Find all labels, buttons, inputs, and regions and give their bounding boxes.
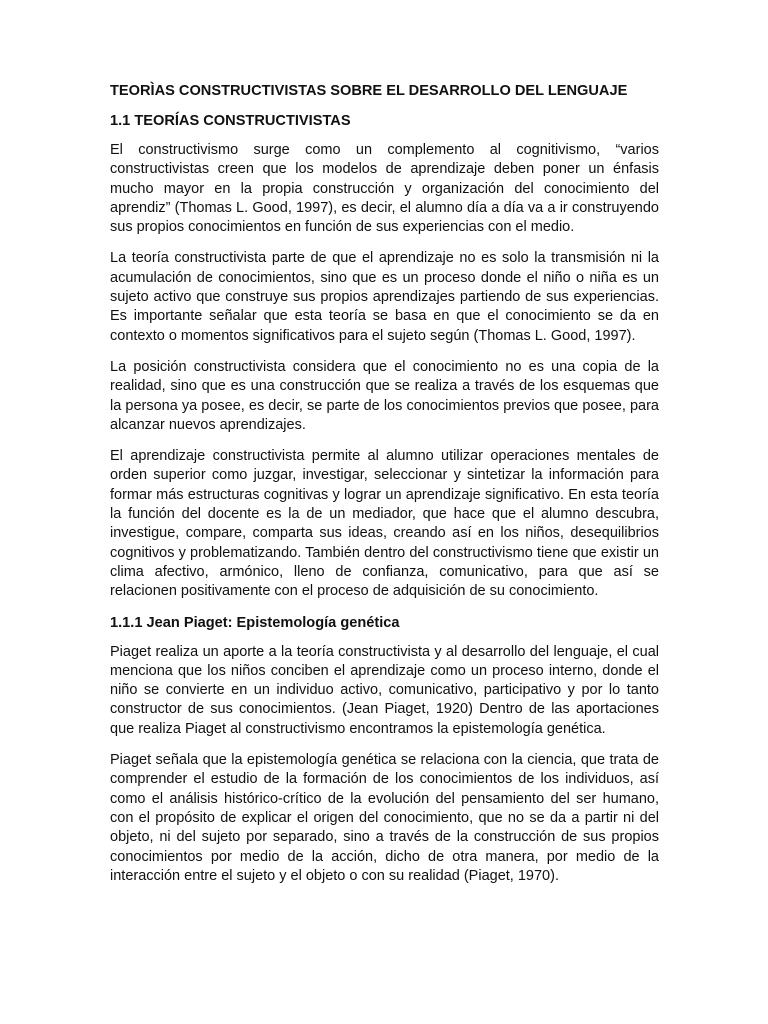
paragraph: Piaget señala que la epistemología genética se relaciona con la ciencia, que trata de comprender el estudio de la formación de los conocimientos de los individuos, así como el análisis histórico-crítico de la evolución del pensamiento del ser humano, con el propósito de explicar el origen del conocimiento, que no se da a partir ni del objeto, ni del sujeto por separado, sino a través de la construcción de sus propios conocimientos por medio de la acción, dicho de otra manera, por medio de la interacción entre el sujeto y el objeto o con su realidad (Piaget, 1970). xyxy=(110,752,659,884)
paragraph: El constructivismo surge como un complemento al cognitivismo, “varios constructivistas creen que los modelos de aprendizaje deben poner un énfasis mucho mayor en la propia construcción y organización del conocimiento del aprendiz” (Thomas L. Good, 1997), es decir, el alumno día a día va a ir construyendo sus propios conocimientos en función de sus experiencias con el medio. xyxy=(110,142,659,236)
paragraph: La posición constructivista considera que el conocimiento no es una copia de la realidad, sino que es una construcción que se realiza a través de los esquemas que la persona ya posee, es decir, se parte de los conocimientos previos que posee, para alcanzar nuevos aprendizajes. xyxy=(110,358,659,433)
paragraph: La teoría constructivista parte de que el aprendizaje no es solo la transmisión ni la acumulación de conocimientos, sino que es un proceso donde el niño o niña es un sujeto activo que construye sus propios aprendizajes partiendo de sus experiencias. Es importante señalar que esta teoría se basa en que el conocimiento se da en contexto o momentos significativos para el sujeto según (Thomas L. Good, 1997). xyxy=(110,250,659,344)
section-heading-1-1-1: 1.1.1 Jean Piaget: Epistemología genética xyxy=(110,614,400,631)
document-page xyxy=(110,82,659,898)
document-title: TEORÌAS CONSTRUCTIVISTAS SOBRE EL DESARROLLO DEL LENGUAJE xyxy=(110,83,628,99)
paragraph: Piaget realiza un aporte a la teoría constructivista y al desarrollo del lenguaje, el cual menciona que los niños conciben el aprendizaje como un proceso interno, donde el niño se convierte en un individuo activo, comunicativo, participativo y por lo tanto constructor de sus conocimientos. (Jean Piaget, 1920) Dentro de las aportaciones que realiza Piaget al constructivismo encontramos la epistemología genética. xyxy=(110,643,659,737)
section-heading-1-1: 1.1 TEORÍAS CONSTRUCTIVISTAS xyxy=(110,113,351,129)
paragraph: El aprendizaje constructivista permite al alumno utilizar operaciones mentales de orden superior como juzgar, investigar, seleccionar y sintetizar la información para formar más estructuras cognitivas y lograr un aprendizaje significativo. En esta teoría la función del docente es la de un mediador, que hace que el alumno descubra, investigue, compare, comparta sus ideas, creando así en los niños, desequilibrios cognitivos y problematizando. También dentro del constructivismo tiene que existir un clima afectivo, armónico, lleno de confianza, comunicativo, para que así se relacionen positivamente con el proceso de adquisición de su conocimiento. xyxy=(110,448,659,600)
